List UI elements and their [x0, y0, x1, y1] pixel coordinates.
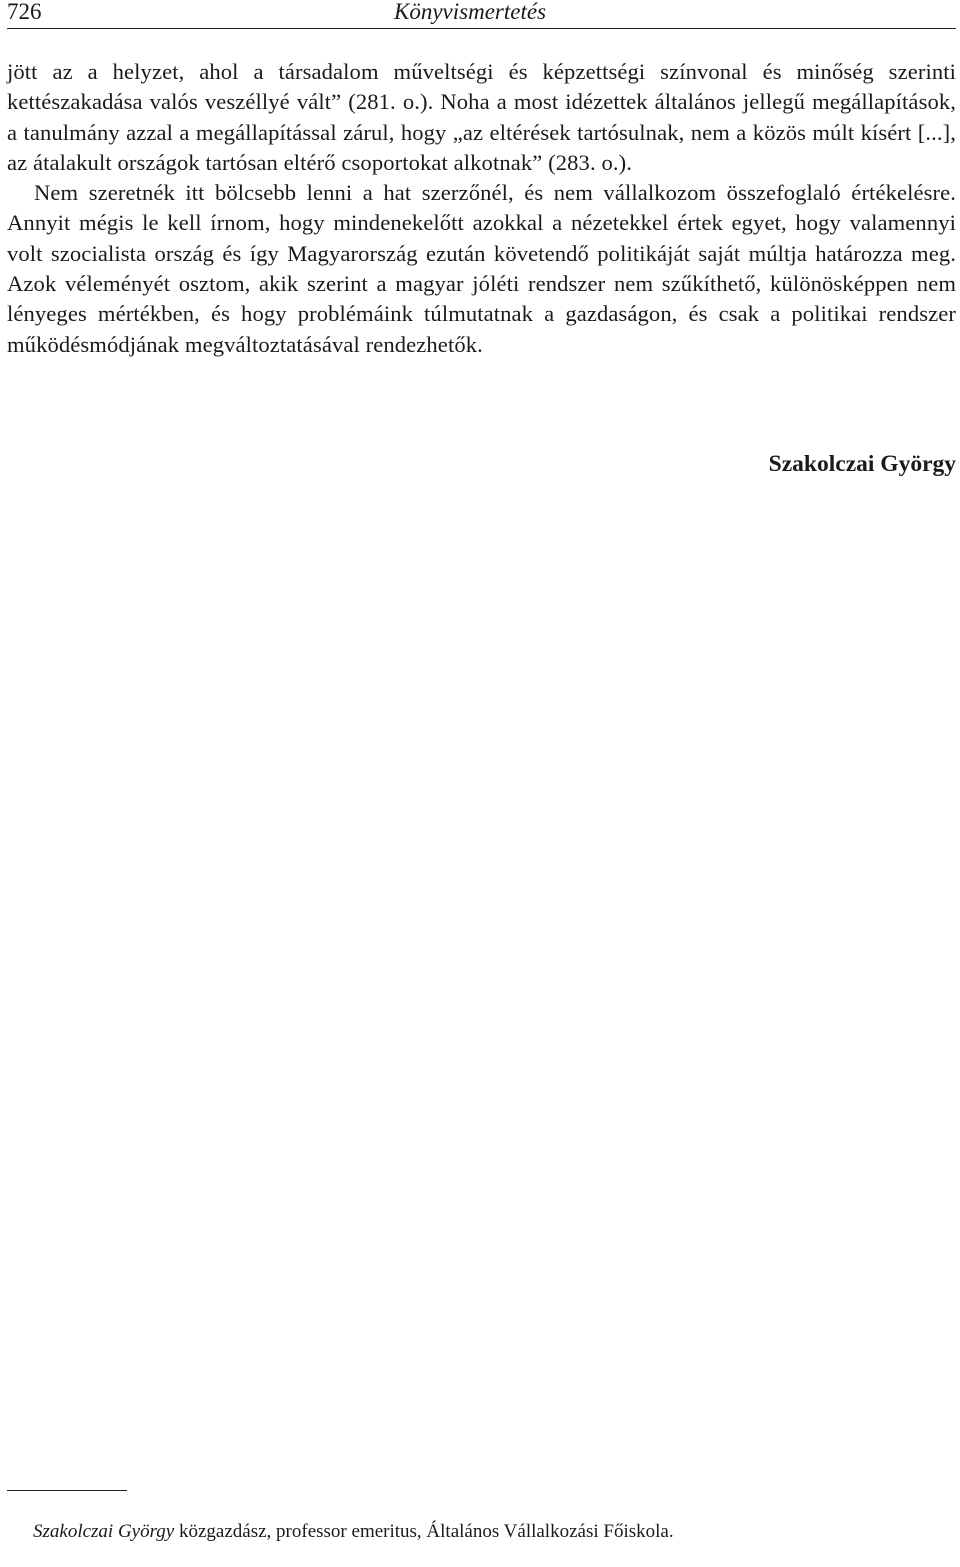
document-page	[7, 0, 956, 1567]
paragraph-2: Nem szeretnék itt bölcsebb lenni a hat szerzőnél, és nem vállalkozom összefoglaló értékelésre. Annyit mégis le kell írnom, hogy mindenekelőtt azokkal a nézetekkel értek egyet, hogy valamennyi volt szocialista ország és így Magyarország ezután követendő politikáját saját múltja határozza meg. Azok véleményét osztom, akik szerint a magyar jóléti rendszer nem szűkíthető, különösképpen nem lényeges mértékben, és hogy problémáink túlmutatnak a gazdaságon, és csak a politikai rendszer működésmódjának megváltoztatásával rendezhetők.	[7, 180, 956, 357]
journal-section-title: Könyvismertetés	[394, 0, 547, 24]
running-header	[7, 0, 956, 29]
footnote-divider	[7, 1490, 127, 1491]
article-body	[7, 57, 956, 360]
footnote-affiliation: közgazdász, professor emeritus, Általános Vállalkozási Főiskola.	[174, 1521, 674, 1542]
reviewer-signature: Szakolczai György	[768, 451, 956, 477]
author-footnote	[33, 1520, 674, 1544]
footnote-author-name: Szakolczai György	[33, 1521, 175, 1542]
paragraph-1: jött az a helyzet, ahol a társadalom műveltségi és képzettségi színvonal és minőség szerinti kettészakadása valós veszéllyé vált” (281. o.). Noha a most idézettek általános jellegű megállapítások, a tanulmány azzal a megállapítással zárul, hogy „az eltérések tartósulnak, nem a közös múlt kísért [...], az átalakult országok tartósan eltérő csoportokat alkotnak” (283. o.).	[7, 59, 956, 175]
page-number: 726	[7, 0, 42, 24]
